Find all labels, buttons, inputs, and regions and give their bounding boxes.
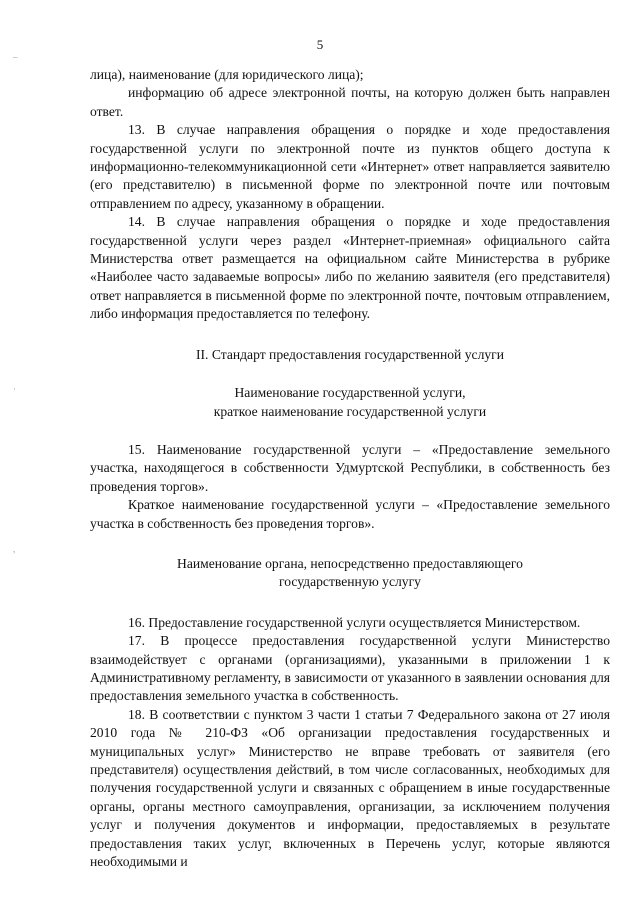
- subheading-agency-line2: государственную услугу: [279, 574, 421, 590]
- subheading-service-name-line2: краткое наименование государственной услуги: [213, 403, 487, 419]
- margin-mark: ,: [13, 544, 16, 554]
- paragraph-15: 15. Наименование государственной услуги – «Предоставление земельного участка, находящегося в собственности Удмуртской Республики, в собственность без проведения торгов».: [90, 441, 610, 494]
- margin-mark: –: [13, 52, 18, 62]
- section-heading-2: II. Стандарт предоставления государственной услуги: [195, 346, 504, 362]
- spacer: [90, 421, 610, 441]
- margin-mark: ·: [13, 384, 16, 394]
- paragraph-13: 13. В случае направления обращения о порядке и ходе предоставления государственной услуги по электронной почте из пунктов общего доступа к информационно-телекоммуникационной сети «Интернет» ответ направляется заявителю (его представителю) в письменной форме по электронной почте или почтовым отправлением по адресу, указанному в обращении.: [90, 122, 610, 211]
- paragraph-15-short-name: Краткое наименование государственной услуги – «Предоставление земельного участка в собственность без проведения торгов».: [90, 497, 610, 531]
- subheading-service-name-line1: Наименование государственной услуги,: [234, 385, 466, 401]
- paragraph-continuation: лица), наименование (для юридического лица);: [90, 67, 364, 82]
- paragraph-17: 17. В процессе предоставления государственной услуги Министерство взаимодействует с органами (организациями), указанными в приложении 1 к Административному регламенту, в зависимости от указанного в заявлении основания для предоставления земельного участка в собственность.: [90, 633, 610, 704]
- paragraph-14: 14. В случае направления обращения о порядке и ходе предоставления государственной услуги через раздел «Интернет-приемная» официального сайта Министерства ответ размещается на официальном сайте Министерства в рубрике «Наиболее часто задаваемые вопросы» либо по желанию заявителя (его представителя) ответ направляется в письменной форме по электронной почте, почтовым отправлением, либо информация предоставляется по телефону.: [90, 214, 610, 322]
- document-body: [90, 66, 610, 871]
- paragraph-email-info: информацию об адресе электронной почты, на которую должен быть направлен ответ.: [90, 85, 610, 119]
- page-number: 5: [316, 37, 324, 52]
- spacer: [90, 592, 610, 614]
- spacer: [90, 533, 610, 555]
- subheading-agency-line1: Наименование органа, непосредственно предоставляющего: [177, 555, 523, 571]
- paragraph-18: 18. В соответствии с пунктом 3 части 1 статьи 7 Федерального закона от 27 июля 2010 года № 210-ФЗ «Об организации предоставления государственных и муниципальных услуг» Министерство не вправе требовать от заявителя (его представителя) осуществления действий, в том числе согласованных, необходимых для получения государственной услуги и связанных с обращением в иные государственные органы, органы местного самоуправления, организации, за исключением получения услуг и получения документов и информации, предоставляемых в результате предоставления таких услуг, включенных в Перечень услуг, которые являются необходимыми и: [90, 706, 610, 870]
- paragraph-16: 16. Предоставление государственной услуги осуществляется Министерством.: [128, 614, 581, 630]
